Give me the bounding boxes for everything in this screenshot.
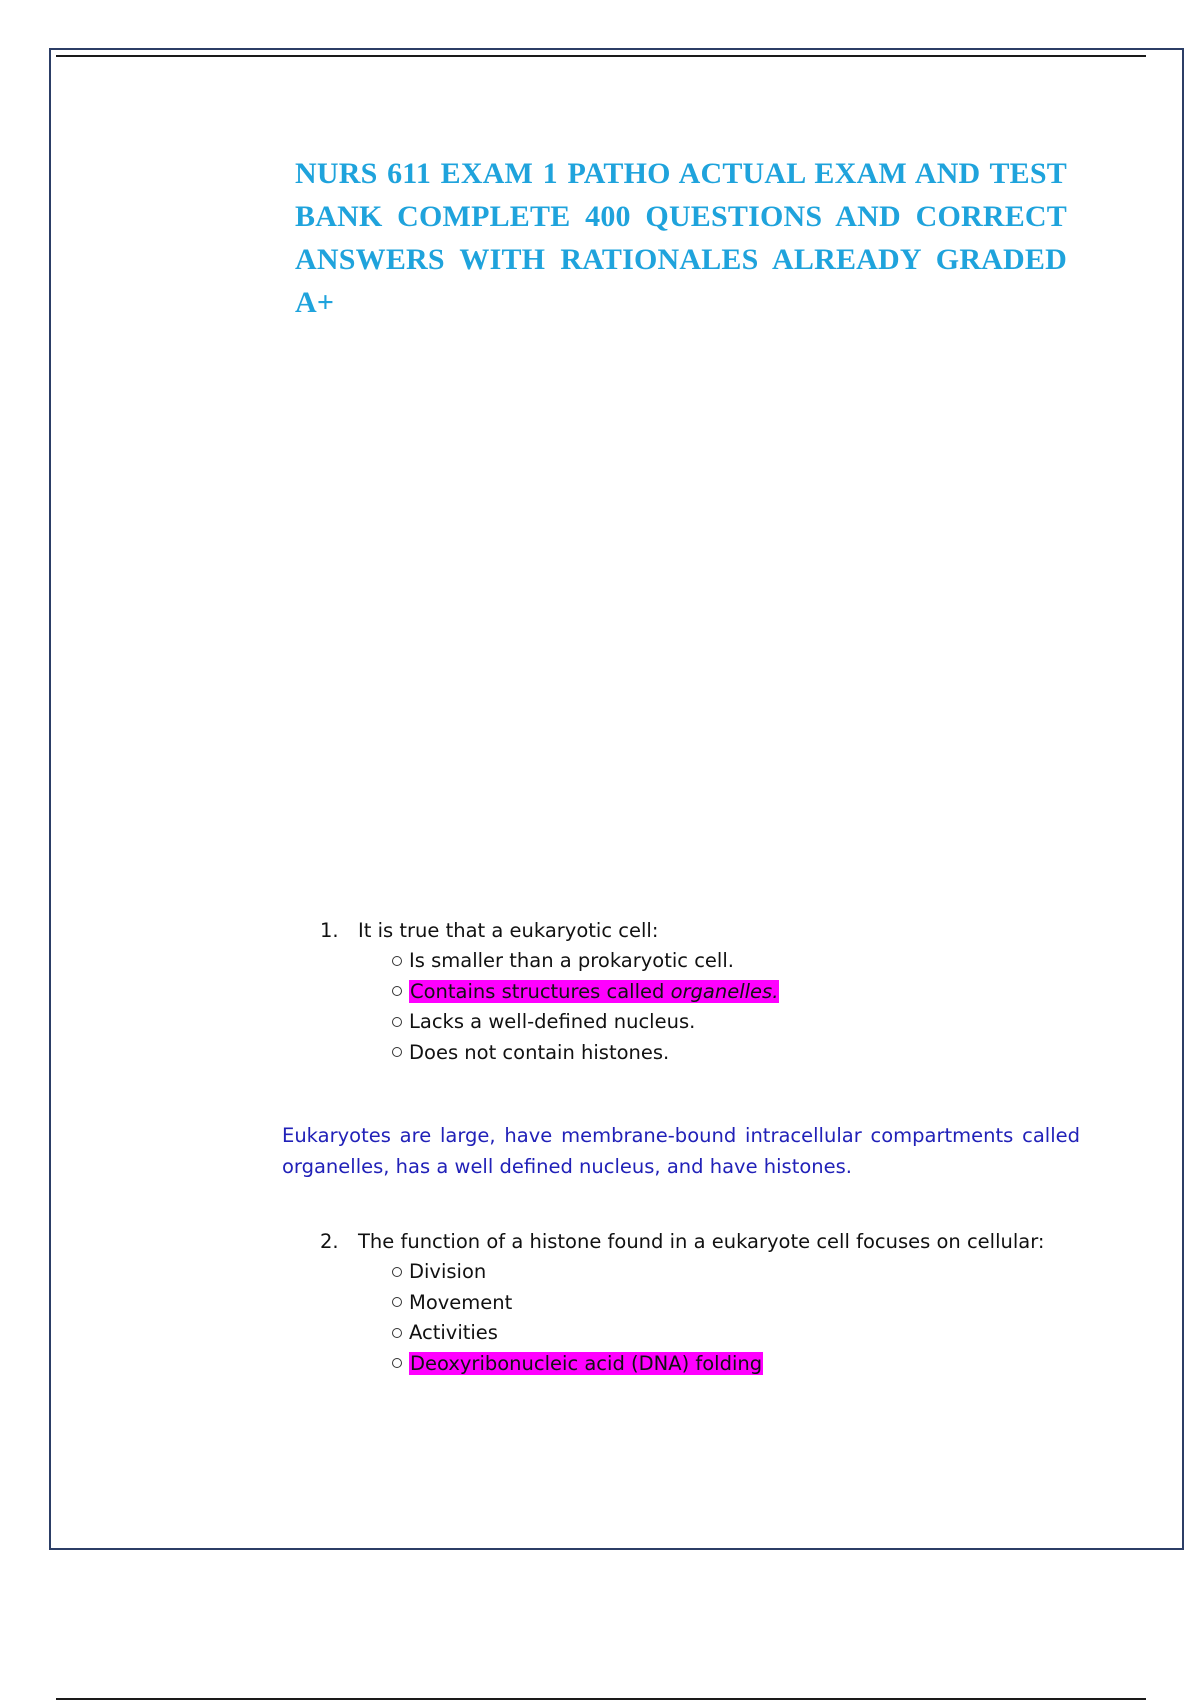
question-text: The function of a histone found in a eukaryote cell focuses on cellular: bbox=[358, 1230, 1045, 1253]
answer-option bbox=[392, 1318, 1044, 1349]
correct-answer-highlight bbox=[409, 980, 779, 1003]
circle-bullet-icon bbox=[392, 1297, 402, 1307]
question-1 bbox=[320, 916, 779, 1068]
question-2 bbox=[320, 1227, 1044, 1379]
circle-bullet-icon bbox=[392, 956, 402, 966]
answer-options bbox=[320, 1257, 1044, 1379]
option-text: Activities bbox=[409, 1321, 498, 1344]
answer-option bbox=[392, 1257, 1044, 1288]
answer-option bbox=[392, 1038, 779, 1069]
option-text: Lacks a well-defined nucleus. bbox=[409, 1010, 696, 1033]
question-stem bbox=[320, 916, 779, 946]
circle-bullet-icon bbox=[392, 1328, 402, 1338]
question-stem bbox=[320, 1227, 1044, 1257]
question-text: It is true that a eukaryotic cell: bbox=[358, 919, 659, 942]
option-text-italic: organelles. bbox=[670, 979, 779, 1003]
option-text: Contains structures called bbox=[410, 979, 671, 1003]
document-title: NURS 611 EXAM 1 PATHO ACTUAL EXAM AND TEST BANK COMPLETE 400 QUESTIONS AND CORRECT ANSWERS WITH RATIONALES ALREADY GRADED A+ bbox=[295, 157, 1067, 319]
option-text: Movement bbox=[409, 1290, 513, 1314]
circle-bullet-icon bbox=[392, 1017, 402, 1027]
answer-option bbox=[392, 946, 779, 977]
option-text: Does not contain histones. bbox=[409, 1040, 670, 1064]
question-number: 2. bbox=[320, 1230, 339, 1253]
answer-option-correct bbox=[392, 977, 779, 1008]
answer-option-correct bbox=[392, 1349, 1044, 1380]
question-number: 1. bbox=[320, 919, 339, 942]
circle-bullet-icon bbox=[392, 1047, 402, 1057]
circle-bullet-icon bbox=[392, 986, 402, 996]
correct-answer-highlight: Deoxyribonucleic acid (DNA) folding bbox=[410, 1351, 763, 1375]
option-text: Is smaller than a prokaryotic cell. bbox=[409, 949, 734, 972]
circle-bullet-icon bbox=[392, 1358, 402, 1368]
answer-option bbox=[392, 1007, 779, 1038]
rationale-text: Eukaryotes are large, have membrane-bound intracellular compartments called organelles, has a well defined nucleus, and have histones. bbox=[282, 1124, 1080, 1178]
option-text: Division bbox=[409, 1260, 487, 1283]
header-rule bbox=[56, 55, 1146, 57]
answer-option bbox=[392, 1288, 1044, 1319]
answer-options bbox=[320, 946, 779, 1068]
circle-bullet-icon bbox=[392, 1267, 402, 1277]
